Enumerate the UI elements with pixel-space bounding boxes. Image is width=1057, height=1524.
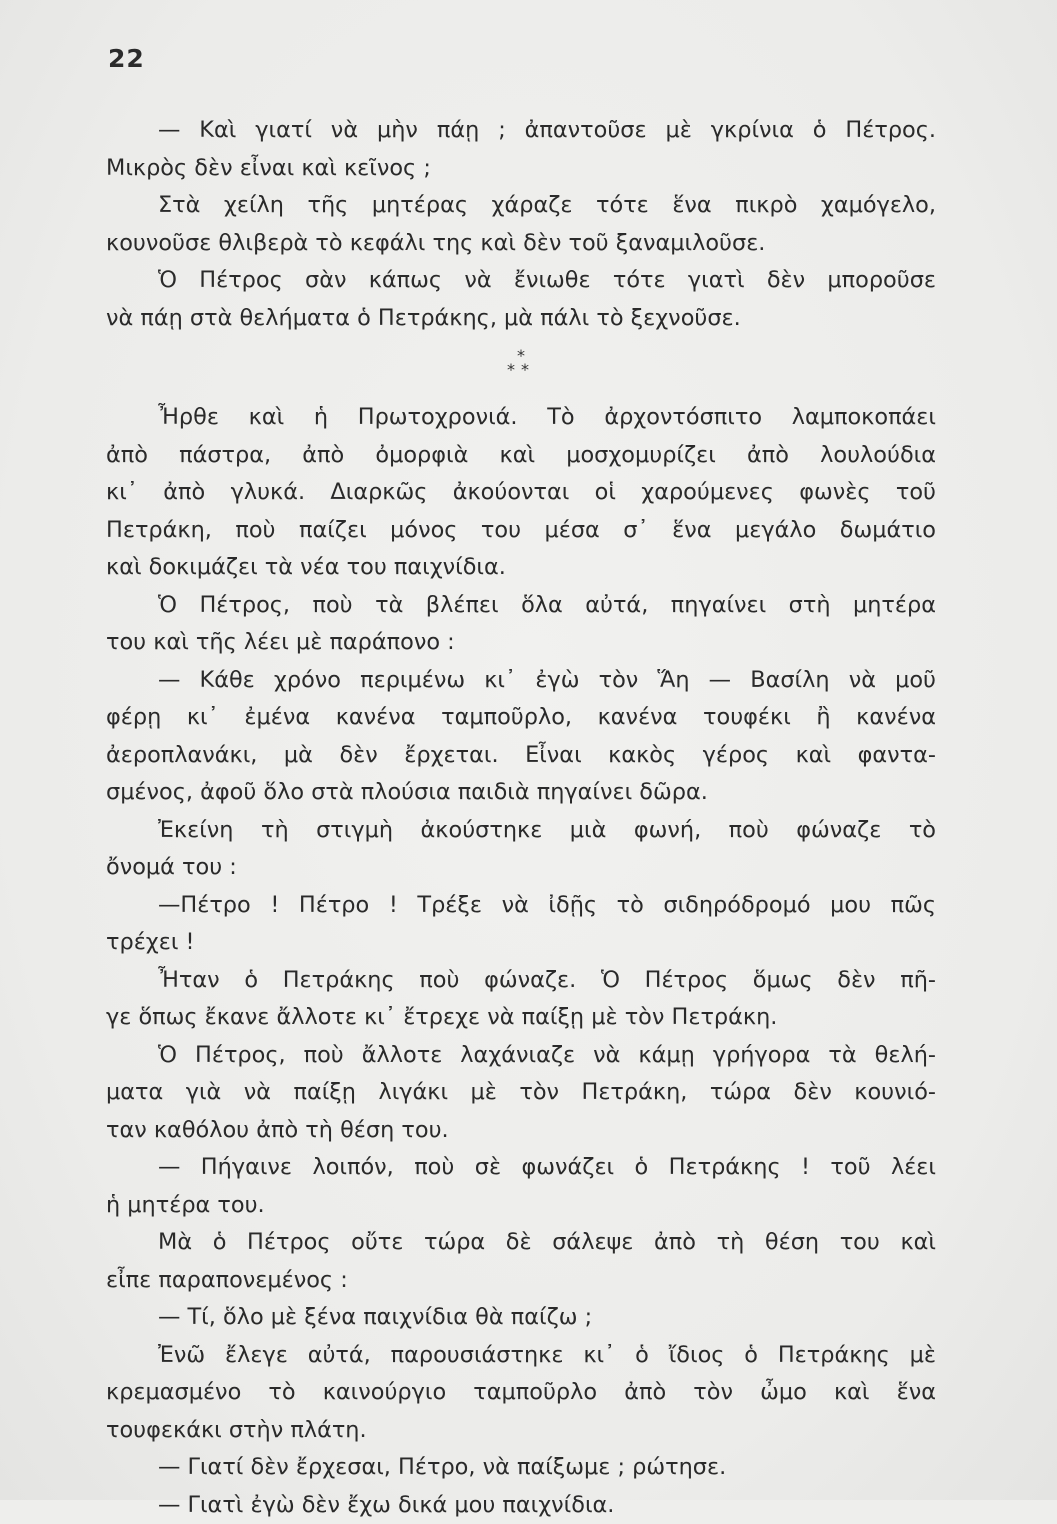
text-line: — Τί, ὅλο μὲ ξένα παιχνίδια θὰ παίζω ; bbox=[106, 1299, 936, 1337]
text-line: Ἦταν ὁ Πετράκης ποὺ φώναζε. Ὁ Πέτρος ὅμως δὲν πῆ- bbox=[106, 962, 936, 1000]
text-line: νὰ πάῃ στὰ θελήματα ὁ Πετράκης, μὰ πάλι τὸ ξεχνοῦσε. bbox=[106, 300, 936, 338]
text-line: Πετράκη, ποὺ παίζει μόνος του μέσα σ᾿ ἕνα μεγάλο δωμάτιο bbox=[106, 512, 936, 550]
text-line: φέρῃ κι᾿ ἐμένα κανένα ταμποῦρλο, κανένα τουφέκι ἢ κανένα bbox=[106, 699, 936, 737]
text-line: — Γιατὶ ἐγὼ δὲν ἔχω δικά μου παιχνίδια. bbox=[106, 1487, 936, 1524]
asterism bbox=[106, 349, 936, 377]
asterism-star: * bbox=[507, 360, 521, 379]
text-line: Ἐνῶ ἔλεγε αὐτά, παρουσιάστηκε κι᾿ ὁ ἴδιος ὁ Πετράκης μὲ bbox=[106, 1337, 936, 1375]
text-line: Μικρὸς δὲν εἶναι καὶ κεῖνος ; bbox=[106, 150, 936, 188]
text-line: κι᾿ ἀπὸ γλυκά. Διαρκῶς ἀκούονται οἱ χαρούμενες φωνὲς τοῦ bbox=[106, 474, 936, 512]
text-line: Ὁ Πέτρος, ποὺ τὰ βλέπει ὅλα αὐτά, πηγαίνει στὴ μητέρα bbox=[106, 587, 936, 625]
text-line: — Πήγαινε λοιπόν, ποὺ σὲ φωνάζει ὁ Πετράκης ! τοῦ λέει bbox=[106, 1149, 936, 1187]
text-line: Ὁ Πέτρος σὰν κάπως νὰ ἔνιωθε τότε γιατὶ δὲν μποροῦσε bbox=[106, 262, 936, 300]
text-line: — Κάθε χρόνο περιμένω κι᾿ ἐγὼ τὸν Ἅη — Βασίλη νὰ μοῦ bbox=[106, 662, 936, 700]
text-line: ἀεροπλανάκι, μὰ δὲν ἔρχεται. Εἶναι κακὸς γέρος καὶ φαντα- bbox=[106, 737, 936, 775]
text-line: Ἦρθε καὶ ἡ Πρωτοχρονιά. Τὸ ἀρχοντόσπιτο λαμποκοπάει bbox=[106, 399, 936, 437]
asterism-star: * bbox=[106, 349, 936, 363]
text-line: εἶπε παραπονεμένος : bbox=[106, 1262, 936, 1300]
text-line: ἀπὸ πάστρα, ἀπὸ ὀμορφιὰ καὶ μοσχομυρίζει ἀπὸ λουλούδια bbox=[106, 437, 936, 475]
text-line: ἡ μητέρα του. bbox=[106, 1187, 936, 1225]
text-line: του καὶ τῆς λέει μὲ παράπονο : bbox=[106, 624, 936, 662]
text-line: γε ὅπως ἔκανε ἄλλοτε κι᾿ ἔτρεχε νὰ παίξῃ μὲ τὸν Πετράκη. bbox=[106, 999, 936, 1037]
text-line: — Γιατί δὲν ἔρχεσαι, Πέτρο, νὰ παίξωμε ; ρώτησε. bbox=[106, 1449, 936, 1487]
text-line: ταν καθόλου ἀπὸ τὴ θέση του. bbox=[106, 1112, 936, 1150]
body-text bbox=[106, 112, 936, 1524]
text-line: —Πέτρο ! Πέτρο ! Τρέξε νὰ ἰδῇς τὸ σιδηρόδρομό μου πῶς bbox=[106, 887, 936, 925]
text-line: Μὰ ὁ Πέτρος οὔτε τώρα δὲ σάλεψε ἀπὸ τὴ θέση του καὶ bbox=[106, 1224, 936, 1262]
text-line: Ὁ Πέτρος, ποὺ ἄλλοτε λαχάνιαζε νὰ κάμῃ γρήγορα τὰ θελή- bbox=[106, 1037, 936, 1075]
text-block-2 bbox=[106, 399, 936, 1524]
page-number: 22 bbox=[108, 44, 145, 73]
text-line: Ἐκείνη τὴ στιγμὴ ἀκούστηκε μιὰ φωνή, ποὺ φώναζε τὸ bbox=[106, 812, 936, 850]
section-break bbox=[106, 337, 936, 399]
text-block-1 bbox=[106, 112, 936, 337]
text-line: ὄνομά του : bbox=[106, 849, 936, 887]
text-line: κουνοῦσε θλιβερὰ τὸ κεφάλι της καὶ δὲν τοῦ ξαναμιλοῦσε. bbox=[106, 225, 936, 263]
asterism-star: * bbox=[521, 360, 535, 379]
text-line: σμένος, ἀφοῦ ὅλο στὰ πλούσια παιδιὰ πηγαίνει δῶρα. bbox=[106, 774, 936, 812]
text-line: — Καὶ γιατί νὰ μὴν πάῃ ; ἀπαντοῦσε μὲ γκρίνια ὁ Πέτρος. bbox=[106, 112, 936, 150]
text-line: καὶ δοκιμάζει τὰ νέα του παιχνίδια. bbox=[106, 549, 936, 587]
text-line: Στὰ χείλη τῆς μητέρας χάραζε τότε ἕνα πικρὸ χαμόγελο, bbox=[106, 187, 936, 225]
text-line: τρέχει ! bbox=[106, 924, 936, 962]
text-line: τουφεκάκι στὴν πλάτη. bbox=[106, 1412, 936, 1450]
text-line: ματα γιὰ νὰ παίξῃ λιγάκι μὲ τὸν Πετράκη, τώρα δὲν κουνιό- bbox=[106, 1074, 936, 1112]
asterism-stars-pair bbox=[106, 363, 936, 377]
text-line: κρεμασμένο τὸ καινούργιο ταμποῦρλο ἀπὸ τὸν ὦμο καὶ ἕνα bbox=[106, 1374, 936, 1412]
